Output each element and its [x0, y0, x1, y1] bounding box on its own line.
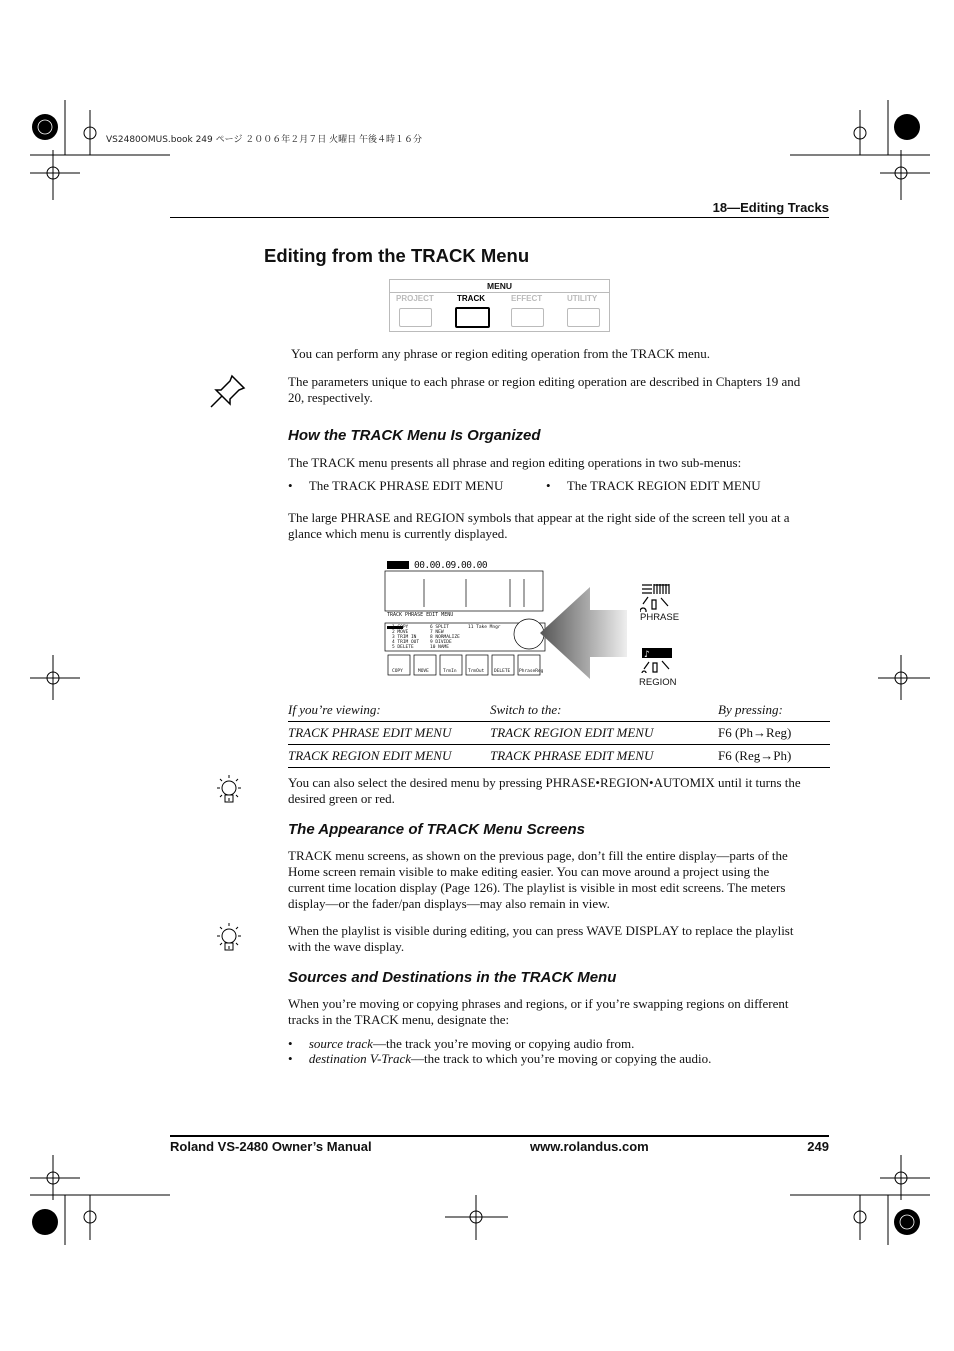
- phrase-symbol-icon: [640, 582, 674, 612]
- tip1-text: You can also select the desired menu by pressing PHRASE•REGION•AUTOMIX until it turns the desired green or red.: [288, 775, 801, 806]
- table-header-pressing: By pressing:: [718, 701, 830, 722]
- lightbulb-icon: [212, 773, 246, 809]
- section2-para: TRACK menu screens, as shown on the previous page, don’t fill the entire display—parts of the Home screen remain visible to make editing easier. You can move around a project using the current time location display (Page 126). The playlist is visible in most edit screens. The meters display—or the fader/pan displays—may also remain in view.: [288, 848, 788, 911]
- tip2-text: When the playlist is visible during editing, you can press WAVE DISPLAY to replace the playlist with the wave display.: [288, 923, 794, 954]
- effect-button[interactable]: [511, 308, 544, 327]
- lcd-item-trim-out: 4 TRIM OUT: [392, 640, 420, 645]
- effect-label: EFFECT: [511, 294, 543, 303]
- lcd-item-split: 6 SPLIT: [430, 625, 449, 630]
- table-cell: TRACK REGION EDIT MENU: [288, 745, 490, 768]
- lcd-time: 00.00.09.00.00: [414, 560, 488, 571]
- bullet-phrase-text: The TRACK PHRASE EDIT MENU: [308, 478, 504, 493]
- section-heading-organized: How the TRACK Menu Is Organized: [288, 427, 541, 444]
- footer-manual-title: Roland VS-2480 Owner’s Manual: [170, 1139, 372, 1154]
- table-row: [288, 745, 830, 768]
- track-button[interactable]: [455, 307, 490, 328]
- section1-para2: The large PHRASE and REGION symbols that appear at the right side of the screen tell you at a glance which menu is currently displayed.: [288, 510, 790, 541]
- table-header-viewing: If you’re viewing:: [288, 701, 490, 722]
- section-heading-sources: Sources and Destinations in the TRACK Menu: [288, 969, 617, 986]
- lcd-item-divide: 9 DIVIDE: [430, 640, 452, 645]
- list-item: • source track—the track you’re moving or copying audio from.: [288, 1036, 635, 1051]
- lightbulb-icon: [212, 921, 246, 957]
- table-header-switch: Switch to the:: [490, 701, 718, 722]
- table-cell: TRACK PHRASE EDIT MENU: [288, 722, 490, 745]
- menu-panel-label: MENU: [486, 281, 513, 291]
- running-header: 18—Editing Tracks: [712, 200, 829, 215]
- section-heading-appearance: The Appearance of TRACK Menu Screens: [288, 821, 586, 838]
- lcd-softkey-copy: COPY: [392, 669, 403, 674]
- intro-text: You can perform any phrase or region editing operation from the TRACK menu.: [291, 346, 711, 361]
- table-cell: TRACK REGION EDIT MENU: [490, 722, 718, 745]
- table-cell: F6 (Ph→Reg): [718, 722, 830, 745]
- header-rule: [170, 217, 829, 218]
- page-number: 249: [807, 1139, 829, 1154]
- lcd-softkey-delete: DELETE: [494, 669, 511, 674]
- bullet-phrase: • The TRACK PHRASE EDIT MENU: [288, 478, 504, 493]
- footer-website-link[interactable]: www.rolandus.com: [530, 1139, 649, 1154]
- lcd-softkey-phrasereg: PhraseReg: [519, 669, 544, 674]
- table-header-row: [288, 701, 830, 722]
- lcd-item-copy: 1 COPY: [392, 625, 409, 630]
- list-item: • destination V-Track—the track to which you’re moving or copying the audio.: [288, 1051, 712, 1066]
- bullet-region-text: The TRACK REGION EDIT MENU: [566, 478, 761, 493]
- table-cell: TRACK PHRASE EDIT MENU: [490, 745, 718, 768]
- utility-button[interactable]: [567, 308, 600, 327]
- lcd-item-new: 7 NEW: [430, 630, 444, 635]
- utility-label: UTILITY: [567, 294, 598, 303]
- bullet-region: • The TRACK REGION EDIT MENU: [546, 478, 761, 493]
- page-title: Editing from the TRACK Menu: [264, 245, 530, 266]
- phrase-symbol-label: PHRASE: [640, 612, 680, 623]
- region-symbol-label: REGION: [639, 677, 677, 688]
- track-label: TRACK: [457, 294, 485, 303]
- lcd-item-take-mngr: 11 Take Mngr: [468, 625, 501, 630]
- table-row: [288, 722, 830, 745]
- book-info: VS2480OMUS.book 249 ページ ２００６年２月７日 火曜日 午後４時１６分: [106, 135, 423, 145]
- lcd-item-delete: 5 DELETE: [392, 645, 414, 650]
- lcd-softkey-move: MOVE: [418, 669, 429, 674]
- lcd-softkey-trmin: TrmIn: [443, 669, 457, 674]
- pointer-arrow-icon: [535, 585, 630, 680]
- section1-para: The TRACK menu presents all phrase and region editing operations in two sub-menus:: [288, 455, 742, 470]
- footer-rule: [170, 1135, 829, 1137]
- table-cell: F6 (Reg→Ph): [718, 745, 830, 768]
- lcd-softkey-trmout: TrmOut: [468, 669, 485, 674]
- destination-vtrack-term: destination V-Track: [308, 1051, 412, 1066]
- svg-text:♪: ♪: [644, 650, 650, 660]
- pushpin-icon: [208, 372, 248, 410]
- project-label: PROJECT: [396, 294, 434, 303]
- region-symbol-icon: [641, 647, 675, 673]
- project-button[interactable]: [399, 308, 432, 327]
- switch-menu-table: [288, 701, 830, 768]
- lcd-item-trim-in: 3 TRIM IN: [392, 635, 417, 640]
- lcd-item-move: 2 MOVE: [392, 630, 409, 635]
- source-track-text: —the track you’re moving or copying audio from.: [372, 1036, 635, 1051]
- lcd-screenshot: [384, 557, 546, 680]
- section3-para: When you’re moving or copying phrases and regions, or if you’re swapping regions on different tracks in the TRACK menu, designate the:: [288, 996, 789, 1027]
- note-text: The parameters unique to each phrase or region editing operation are described in Chapters 19 and 20, respectively.: [288, 374, 801, 405]
- lcd-item-name: 10 NAME: [430, 645, 449, 650]
- menu-panel: [389, 279, 610, 332]
- source-track-term: source track: [308, 1036, 373, 1051]
- lcd-menu-title: TRACK PHRASE EDIT MENU: [387, 612, 454, 618]
- lcd-item-normalize: 8 NORMALIZE: [430, 635, 460, 640]
- destination-vtrack-text: —the track to which you’re moving or copying the audio.: [411, 1051, 712, 1066]
